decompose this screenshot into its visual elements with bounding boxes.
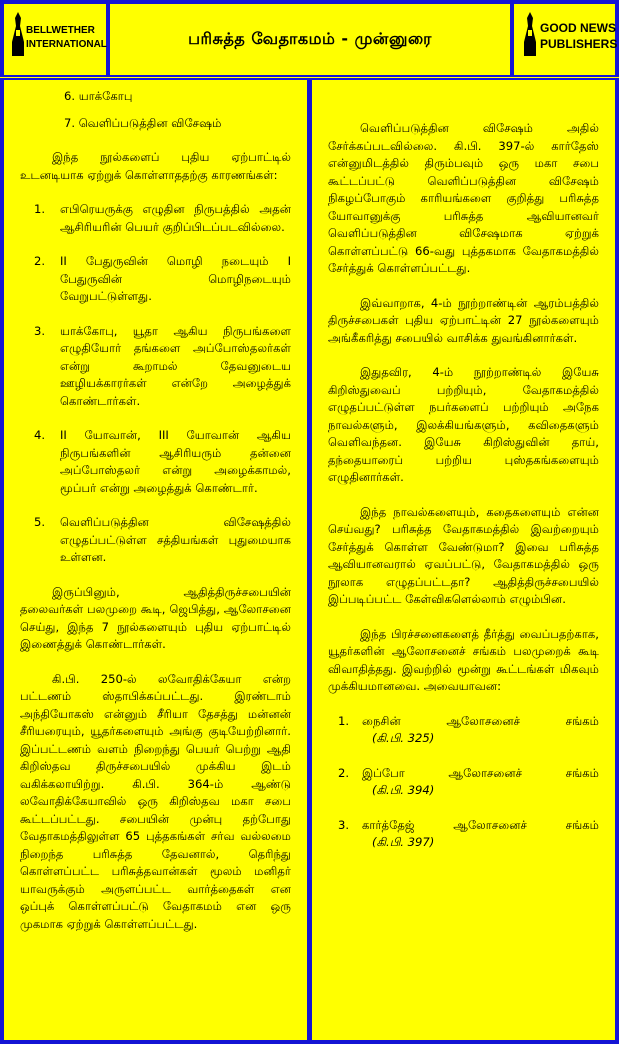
reason-item xyxy=(20,323,291,411)
reason-number: 5. xyxy=(34,515,46,529)
page-title: பரிசுத்த வேதாகமம் - முன்னுரை xyxy=(188,29,432,48)
council-name: நைசின் xyxy=(362,713,401,728)
reason-text: II பேதுருவின் மொழி நடையும் I பேதுருவின் மொழிநடையும் வேறுபட்டுள்ளது. xyxy=(60,254,291,303)
reason-text: எபிரெயருக்கு எழுதின நிருபத்தில் அதன் ஆசிரியரின் பெயர் குறிப்பிடப்படவில்லை. xyxy=(60,202,291,234)
council-year: (கி.பி. 394) xyxy=(372,783,435,797)
council-word: சங்கம் xyxy=(565,817,599,832)
council-label: ஆலோசனைச் xyxy=(446,713,521,728)
council-word: சங்கம் xyxy=(565,713,599,728)
council-year: (கி.பி. 397) xyxy=(372,835,435,849)
header-title-panel xyxy=(110,4,510,75)
right-paragraph: வெளிப்படுத்தின விசேஷம் அதில் சேர்க்கப்படவில்லை. கி.பி. 397-ல் கார்தேஸ் என்னுமிடத்தில் திரும்பவும் ஒரு மகா சபை கூட்டப்பட்டு வெளிப்படுத்தின விசேஷம் நிகழப்போகும் காரியங்களை குறித்து பரிசுத்த யோவானுக்கு பரிசுத்த ஆவியானவர் வெளிப்படுத்தின விசேஷமாக ஏற்றுக் கொள்ளப்பட்டு 66-வது புத்தகமாக வேதாகமத்தில் சேர்த்துக் கொள்ளப்பட்டது. xyxy=(328,121,599,275)
council-name: கார்த்தேஜ் xyxy=(362,817,415,832)
council-item xyxy=(338,765,599,800)
right-paragraph: இந்த பிரச்சனைகளைத் தீர்த்து வைப்பதற்காக, யூதர்களின் ஆலோசனைச் சங்கம் பலமுறைக் கூடி விவாதித்தது. இவற்றில் மூன்று கூட்டங்கள் மிகவும் முக்கியமானவை. அவையாவன: xyxy=(328,626,599,693)
left-column xyxy=(4,80,307,1040)
council-word: சங்கம் xyxy=(565,765,599,780)
council-label: ஆலோசனைச் xyxy=(448,765,523,780)
right-paragraph: இவ்வாறாக, 4-ம் நூற்றாண்டின் ஆரம்பத்தில் திருச்சபைகள் புதிய ஏற்பாட்டின் 27 நூல்களையும் அங்கீகரித்து சபையில் வாசிக்க துவங்கினார்கள். xyxy=(328,295,599,345)
left-logo-panel xyxy=(4,4,106,75)
reason-item xyxy=(20,253,291,306)
reason-item xyxy=(20,427,291,497)
council-item xyxy=(338,817,599,852)
right-paragraph: இந்த நாவல்களையும், கதைகளையும் என்ன செய்வது? பரிசுத்த வேதாகமத்தில் இவற்றையும் சேர்த்துக் கொள்ள வேண்டுமா? இவை பரிசுத்த ஆவியானவரால் ஏவப்பட்டு, வேதாகமத்தில் ஒரு நூலாக எழுதப்பட்டதா? ஆதித்திருச்சபையில் இப்படிப்பட்ட கேள்விகளெல்லாம் எழும்பின. xyxy=(328,504,599,606)
reason-text: யாக்கோபு, யூதா ஆகிய நிருபங்களை எழுதியோர் தங்களை அப்போஸ்தலர்கள் என்று கூறாமல் தேவனுடைய ஊழியக்காரர்கள் என்றே அழைத்துக் கொண்டார்கள். xyxy=(60,323,291,408)
reason-text: வெளிப்படுத்தின விசேஷத்தில் எழுதப்பட்டுள்ள சத்தியங்கள் புதுமையாக உள்ளன. xyxy=(60,515,291,564)
council-number: 1. xyxy=(338,713,350,728)
council-number: 2. xyxy=(338,765,350,780)
left-logo-line2: INTERNATIONAL xyxy=(26,39,107,50)
left-logo-line1: BELLWETHER xyxy=(26,25,95,36)
reason-number: 2. xyxy=(34,254,46,268)
council-number: 3. xyxy=(338,817,350,832)
right-logo-line2: PUBLISHERS xyxy=(540,37,618,51)
reason-item xyxy=(20,514,291,567)
reason-number: 4. xyxy=(34,428,46,442)
right-column xyxy=(312,80,615,1040)
right-paragraph: இதுதவிர, 4-ம் நூற்றாண்டில் இயேசு கிறிஸ்துவைப் பற்றியும், வேதாகமத்தில் எழுதப்பட்டுள்ள நபர்களைப் பற்றியும் அநேக நாவல்களும், இலக்கியங்களும், கவிதைகளும் வெளிவந்தன. இயேசு கிறிஸ்துவின் தாய், தந்தையாரைப் பற்றிய புஸ்தகங்களையும் எழுதினார்கள். xyxy=(328,365,599,484)
council-item xyxy=(338,713,599,748)
right-logo-panel xyxy=(514,4,618,75)
book-list xyxy=(64,88,291,132)
right-logo-line1: GOOD NEWS xyxy=(540,21,617,35)
reason-text: II யோவான், III யோவான் ஆகிய நிருபங்களின் ஆசிரியரும் தன்னை அப்போஸ்தலர் என்று அழைக்காமல், மூப்பர் என்று அழைத்துக் கொண்டார். xyxy=(60,428,291,495)
book-item: 6. யாக்கோபு xyxy=(64,89,133,103)
book-item: 7. வெளிப்படுத்தின விசேஷம் xyxy=(64,115,222,130)
council-year: (கி.பி. 325) xyxy=(372,731,435,745)
left-paragraph: இருப்பினும், ஆதித்திருச்சபையின் தலைவர்கள் பலமுறை கூடி, ஜெபித்து, ஆலோசனை செய்து, இந்த 7 நூல்களையும் புதிய ஏற்பாட்டில் இணைத்துக் கொண்டார்கள். xyxy=(20,584,291,651)
reason-number: 3. xyxy=(34,323,46,338)
council-name: இப்போ xyxy=(362,765,405,780)
left-paragraph: கி.பி. 250-ல் லவோதிக்கேயா என்ற பட்டணம் ஸ்தாபிக்கப்பட்டது. இரண்டாம் அந்தியோகஸ் என்னும் சீரியா தேசத்து மன்னன் சீரியரையும், யூதர்களையும் அங்கு குடியேற்றினார். இப்பட்டணம் வளம் நிறைந்து பெயர் பெற்று ஆதி கிறிஸ்தவ திருச்சபையில் முக்கிய இடம் வகிக்கலாயிற்று. கி.பி. 364-ம் ஆண்டு லவோதிக்கேயாவில் ஒரு கிறிஸ்தவ மகா சபை கூட்டப்பட்டது. சபையின் முன்பு தற்போது வேதாகமத்திலுள்ள 65 புத்தகங்கள் சர்வ வல்லமை நிறைந்த பரிசுத்த தேவனால், தெரிந்து கொள்ளப்பட்ட பரிசுத்தவான்கள் மூலம் மனிதர் யாவருக்கும் அருளப்பட்ட வார்த்தைகள் என ஒப்புக் கொள்ளப்பட்டு வேதாகமம் என ஒரு முகமாக ஏற்றுக் கொள்ளப்பட்டது. xyxy=(20,671,291,931)
reasons-intro: இந்த நூல்களைப் புதிய ஏற்பாட்டில் உடனடியாக ஏற்றுக் கொள்ளாததற்கு காரணங்கள்: xyxy=(20,150,291,182)
reason-number: 1. xyxy=(34,202,46,216)
council-label: ஆலோசனைச் xyxy=(453,817,527,832)
header-divider xyxy=(0,77,619,78)
reason-item xyxy=(20,201,291,236)
good-news-logo-icon xyxy=(522,12,538,56)
bellwether-logo-icon xyxy=(10,12,26,56)
